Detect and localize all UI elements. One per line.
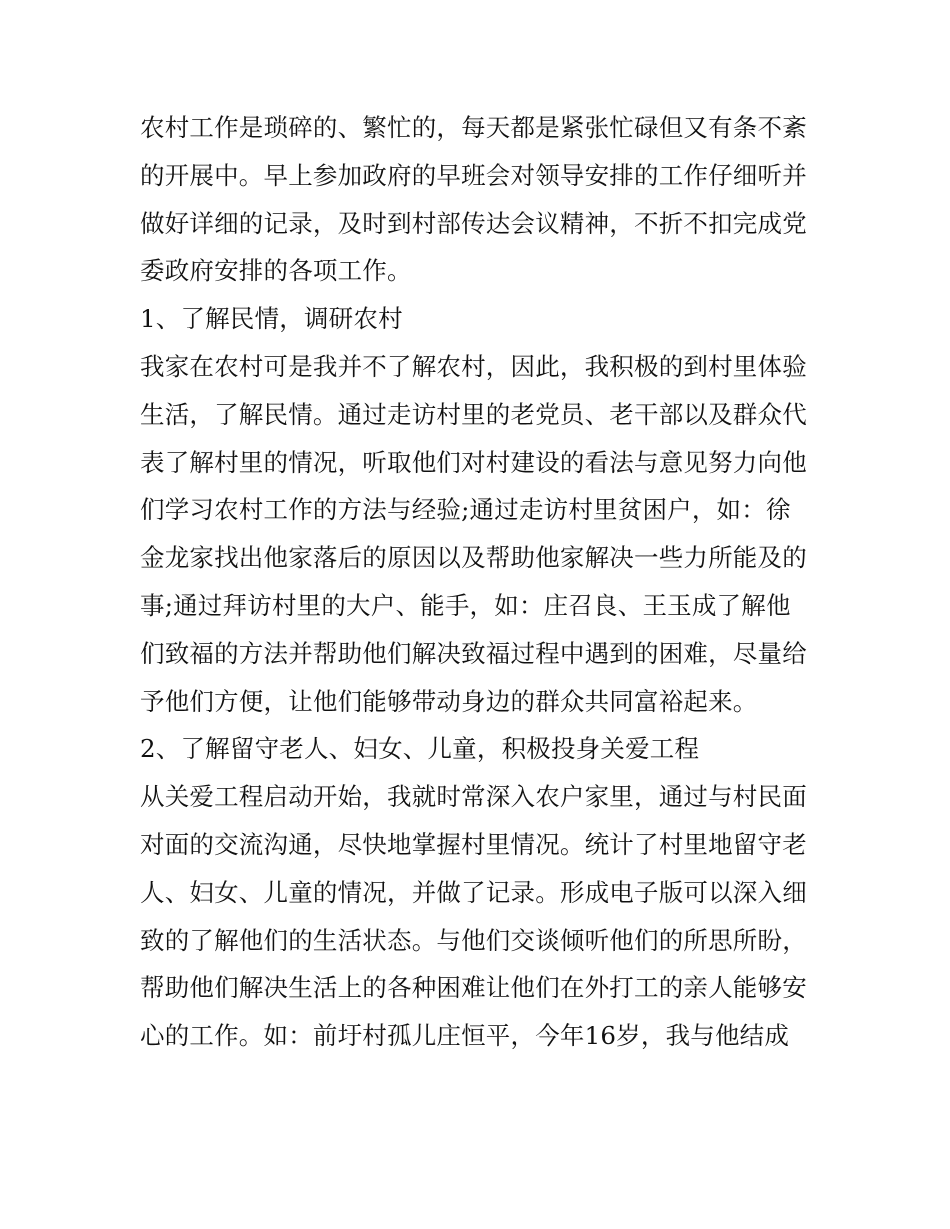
text-line: 农村工作是琐碎的、繁忙的，每天都是紧张忙碌但又有条不紊 [140,113,807,142]
text-line: 从关爱工程启动开始，我就时常深入农户家里，通过与村民面 [140,782,807,812]
body-text [140,104,830,1060]
text-line: 委政府安排的各项工作。 [140,256,412,286]
text-line: 致的了解他们的生活状态。与他们交谈倾听他们的所思所盼， [140,925,807,955]
text-line: 们学习农村工作的方法与经验;通过走访村里贫困户，如：徐 [140,495,791,525]
text-line: 心的工作。如：前圩村孤儿庄恒平，今年16岁，我与他结成 [140,1021,790,1051]
section-heading-1: 1、了解民情，调研农村 [140,304,403,334]
text-line: 事;通过拜访村里的大户、能手，如：庄召良、王玉成了解他 [140,590,791,620]
text-line: 予他们方便，让他们能够带动身边的群众共同富裕起来。 [140,686,758,716]
text-line: 人、妇女、儿童的情况，并做了记录。形成电子版可以深入细 [140,877,807,907]
text-line: 我家在农村可是我并不了解农村，因此，我积极的到村里体验 [140,351,807,381]
text-line: 金龙家找出他家落后的原因以及帮助他家解决一些力所能及的 [140,543,807,573]
text-line: 的开展中。早上参加政府的早班会对领导安排的工作仔细听并 [140,160,807,190]
section-heading-2: 2、了解留守老人、妇女、儿童，积极投身关爱工程 [140,734,700,764]
text-line: 们致福的方法并帮助他们解决致福过程中遇到的困难，尽量给 [140,638,807,668]
text-line: 帮助他们解决生活上的各种困难让他们在外打工的亲人能够安 [140,973,807,1003]
text-line: 表了解村里的情况，听取他们对村建设的看法与意见努力向他 [140,447,807,477]
text-line: 做好详细的记录，及时到村部传达会议精神，不折不扣完成党 [140,208,807,238]
text-line: 对面的交流沟通，尽快地掌握村里情况。统计了村里地留守老 [140,829,807,859]
text-line: 生活，了解民情。通过走访村里的老党员、老干部以及群众代 [140,399,807,429]
